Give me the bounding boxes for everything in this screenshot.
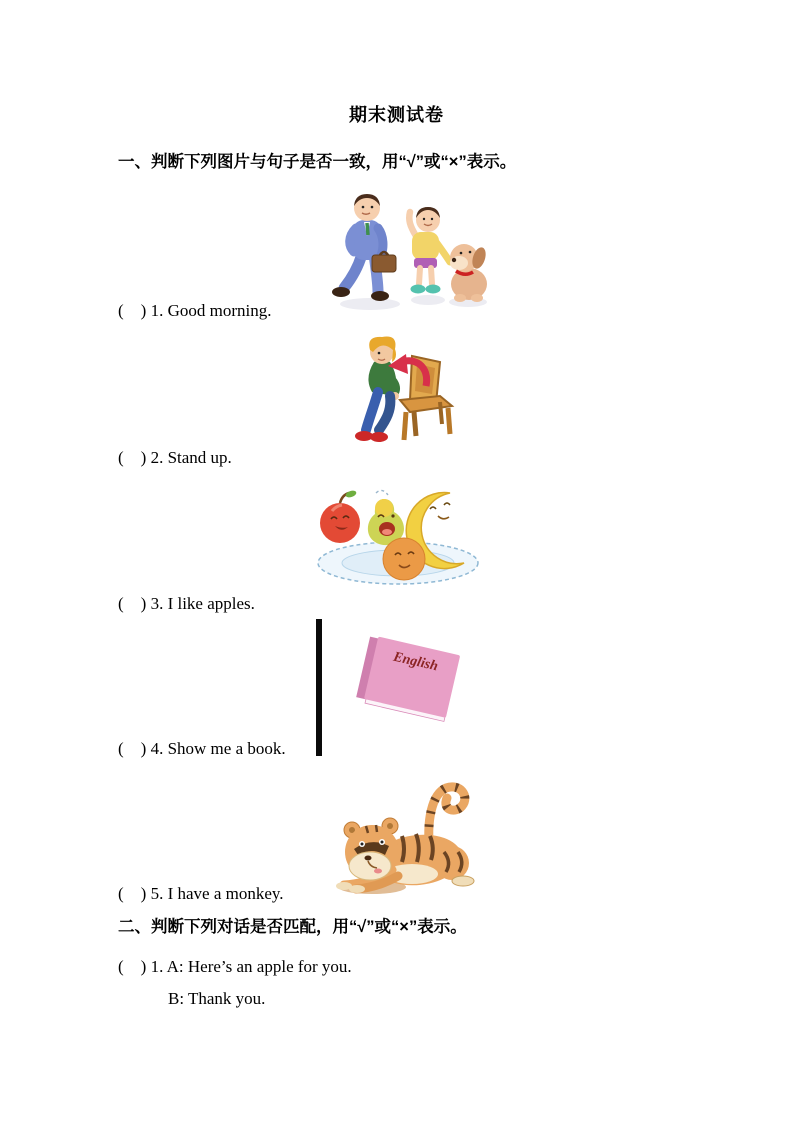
boy-figure: [409, 207, 450, 294]
family-greeting-image: [328, 192, 506, 314]
english-book-image: [348, 640, 470, 728]
family-greeting-illustration: [328, 192, 506, 314]
tiger-illustration: [332, 768, 484, 894]
dialog-1-line-b: B: Thank you.: [168, 989, 266, 1008]
man-figure: [332, 194, 396, 301]
dog-figure: [450, 244, 488, 302]
item-3-label: ( ) 3. I like apples.: [118, 594, 255, 613]
book-figure: [355, 635, 460, 722]
section-two-heading: 二、判断下列对话是否匹配，用“√”或“×”表示。: [118, 918, 467, 936]
pear-figure: [368, 490, 404, 545]
section-one-heading: 一、判断下列图片与句子是否一致，用“√”或“×”表示。: [118, 153, 517, 171]
tiger-image: [332, 768, 484, 894]
item-4-label: ( ) 4. Show me a book.: [118, 739, 286, 758]
page-title: 期末测试卷: [349, 105, 444, 125]
item-5-label: ( ) 5. I have a monkey.: [118, 884, 284, 903]
tiger-figure: [336, 787, 474, 893]
dialog-1-line-a: ( ) 1. A: Here’s an apple for you.: [118, 957, 352, 976]
orange-figure: [383, 538, 425, 580]
english-book-illustration: [348, 640, 470, 728]
child-figure: [355, 337, 399, 443]
stand-up-illustration: [352, 332, 462, 446]
book-cover-title: English: [391, 649, 440, 675]
fruits-illustration: [312, 483, 484, 588]
stand-up-image: [352, 332, 462, 446]
apple-figure: [320, 489, 360, 543]
fruits-image: [312, 483, 484, 588]
item-1-label: ( ) 1. Good morning.: [118, 301, 272, 320]
item-2-label: ( ) 2. Stand up.: [118, 448, 232, 467]
black-divider-bar: [316, 619, 322, 756]
